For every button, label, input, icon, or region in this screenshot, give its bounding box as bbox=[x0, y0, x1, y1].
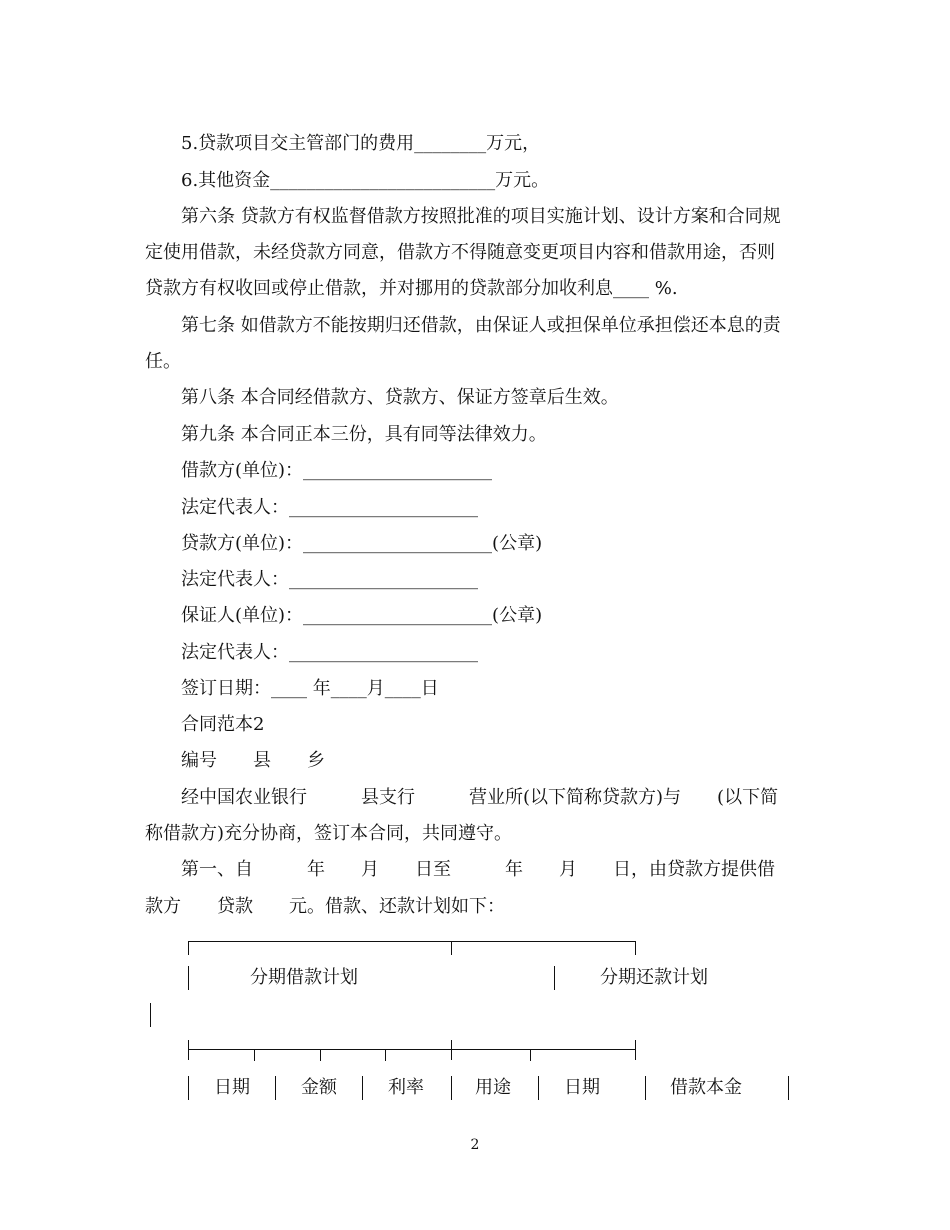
table-rule bbox=[320, 1049, 321, 1061]
col-rate: 利率 bbox=[388, 1077, 424, 1098]
guarantor-field: 保证人(单位)：_____________________(公章) bbox=[181, 605, 543, 626]
sign-date-field: 签订日期：____ 年____月____日 bbox=[181, 678, 439, 699]
col-date: 日期 bbox=[214, 1077, 250, 1098]
table-rule bbox=[554, 966, 555, 990]
col-amount: 金额 bbox=[301, 1077, 337, 1098]
table-rule bbox=[188, 1076, 189, 1100]
article-7: 第七条 如借款方不能按期归还借款，由保证人或担保单位承担偿还本息的责 bbox=[181, 315, 781, 336]
header-borrow-plan: 分期借款计划 bbox=[250, 967, 358, 988]
col-principal: 借款本金 bbox=[670, 1077, 742, 1098]
text-line: 经中国农业银行 县支行 营业所(以下简称贷款方)与 (以下简 bbox=[181, 787, 779, 808]
table-rule bbox=[451, 1040, 452, 1060]
table-rule bbox=[451, 1076, 452, 1100]
table-rule bbox=[635, 1040, 636, 1060]
header-repay-plan: 分期还款计划 bbox=[600, 967, 708, 988]
text-line: 6.其他资金_________________________万元。 bbox=[181, 170, 550, 191]
table-rule bbox=[385, 1049, 386, 1061]
text-line: 款方 贷款 元。借款、还款计划如下： bbox=[145, 896, 505, 917]
col-date: 日期 bbox=[564, 1077, 600, 1098]
table-rule bbox=[788, 1076, 789, 1100]
text-line: 称借款方)充分协商，签订本合同，共同遵守。 bbox=[145, 823, 513, 844]
article-8: 第八条 本合同经借款方、贷款方、保证方签章后生效。 bbox=[181, 387, 619, 408]
table-rule bbox=[362, 1076, 363, 1100]
article-9: 第九条 本合同正本三份，具有同等法律效力。 bbox=[181, 424, 547, 445]
text-line: 定使用借款，未经贷款方同意，借款方不得随意变更项目内容和借款用途，否则 bbox=[145, 242, 775, 263]
text-line: 5.贷款项目交主管部门的费用________万元， bbox=[181, 133, 541, 154]
section-title: 合同范本2 bbox=[181, 714, 265, 735]
table-rule bbox=[188, 966, 189, 990]
table-rule bbox=[645, 1076, 646, 1100]
legal-rep-field: 法定代表人：_____________________ bbox=[181, 497, 478, 518]
lender-field: 贷款方(单位)：_____________________(公章) bbox=[181, 533, 543, 554]
table-rule bbox=[254, 1049, 255, 1061]
table-rule bbox=[188, 1049, 636, 1050]
table-rule bbox=[150, 1003, 151, 1027]
table-rule bbox=[635, 941, 636, 955]
text-line: 任。 bbox=[145, 351, 181, 372]
legal-rep-field: 法定代表人：_____________________ bbox=[181, 642, 478, 663]
text-line: 编号 县 乡 bbox=[181, 750, 325, 771]
table-rule bbox=[188, 941, 636, 942]
text-line: 第一、自 年 月 日至 年 月 日，由贷款方提供借 bbox=[181, 859, 775, 880]
table-rule bbox=[538, 1076, 539, 1100]
table-rule bbox=[188, 941, 189, 955]
table-rule bbox=[188, 1040, 189, 1060]
table-rule bbox=[275, 1076, 276, 1100]
article-6: 第六条 贷款方有权监督借款方按照批准的项目实施计划、设计方案和合同规 bbox=[181, 206, 781, 227]
col-purpose: 用途 bbox=[475, 1077, 511, 1098]
table-rule bbox=[530, 1049, 531, 1061]
table-rule bbox=[451, 941, 452, 955]
text-line: 贷款方有权收回或停止借款，并对挪用的贷款部分加收利息____ %. bbox=[145, 278, 678, 299]
legal-rep-field: 法定代表人：_____________________ bbox=[181, 569, 478, 590]
page-number: 2 bbox=[470, 1137, 480, 1153]
borrower-field: 借款方(单位)：_____________________ bbox=[181, 460, 493, 481]
